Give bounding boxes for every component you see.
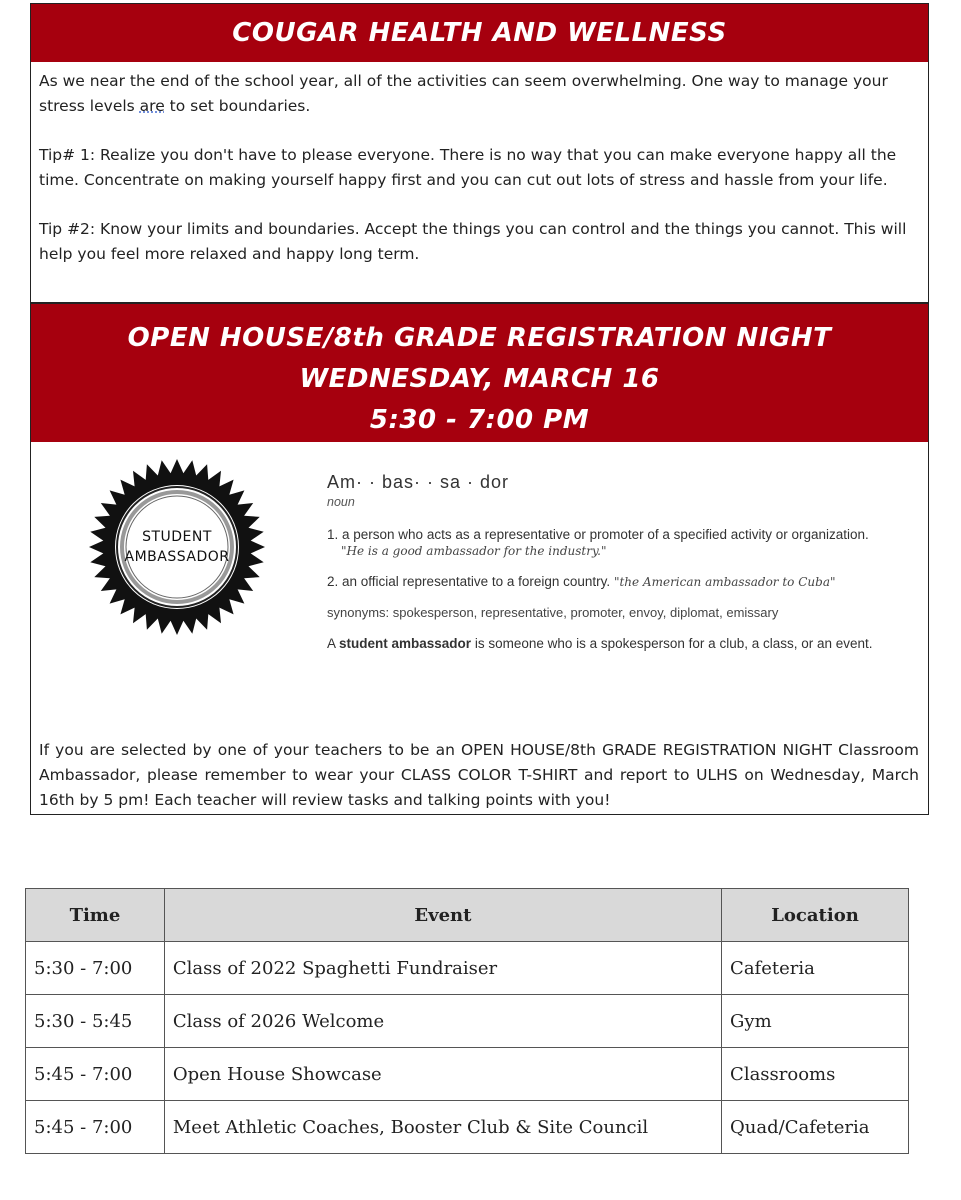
definition-student-ambassador: A student ambassador is someone who is a spokesperson for a club, a class, or an event. (327, 636, 873, 651)
open-house-title (31, 304, 928, 442)
wellness-title: COUGAR HEALTH AND WELLNESS (31, 4, 928, 62)
student-ambassador-badge (87, 457, 267, 637)
wellness-section (30, 3, 929, 303)
header-event: Event (164, 889, 721, 942)
wellness-body (31, 62, 928, 267)
badge-label (87, 457, 267, 637)
open-house-time: 5:30 - 7:00 PM (369, 405, 590, 435)
badge-line-1: STUDENT (142, 529, 212, 545)
table-row (26, 1101, 909, 1154)
open-house-date: WEDNESDAY, MARCH 16 (299, 364, 660, 394)
wellness-tip-2: Tip #2: Know your limits and boundaries. Accept the things you can control and the things you cannot. This will help you feel more relaxed and happy long term. (39, 220, 907, 263)
table-row (26, 942, 909, 995)
row-time: 5:30 - 7:00 (26, 942, 165, 995)
row-location: Gym (722, 995, 909, 1048)
row-event: Meet Athletic Coaches, Booster Club & Site Council (164, 1101, 721, 1154)
row-time: 5:30 - 5:45 (26, 995, 165, 1048)
row-location: Cafeteria (722, 942, 909, 995)
badge-line-2: AMBASSADOR (124, 549, 230, 565)
schedule-table (25, 888, 909, 1154)
row-location: Classrooms (722, 1048, 909, 1101)
row-time: 5:45 - 7:00 (26, 1048, 165, 1101)
definition-sense-2: 2. an official representative to a foreign country. "the American ambassador to Cuba" (327, 574, 836, 589)
definition-word: Am· · bas· · sa · dor (327, 472, 510, 492)
wellness-tip-1: Tip# 1: Realize you don't have to please everyone. There is no way that you can make everyone happy all the time. Concentrate on making yourself happy first and you can cut out lots of stress and hassle from your life. (39, 146, 897, 189)
table-row (26, 995, 909, 1048)
row-event: Open House Showcase (164, 1048, 721, 1101)
open-house-title-line-1: OPEN HOUSE/8th GRADE REGISTRATION NIGHT (127, 323, 832, 353)
wellness-intro: As we near the end of the school year, all of the activities can seem overwhelming. One way to manage your stress levels are to set boundaries. (39, 72, 888, 115)
header-time: Time (26, 889, 165, 942)
open-house-section (30, 303, 929, 815)
schedule-header-row (26, 889, 909, 942)
ambassador-instructions: If you are selected by one of your teachers to be an OPEN HOUSE/8th GRADE REGISTRATION NIGHT Classroom Ambassador, please remember to wear your CLASS COLOR T-SHIRT and report to ULHS on Wednesday, March 16th by 5 pm! Each teacher will review tasks and talking points with you! (39, 740, 919, 809)
definition-part-of-speech: noun (327, 495, 355, 509)
definition-sense-1-example: "He is a good ambassador for the industry." (341, 544, 607, 558)
row-time: 5:45 - 7:00 (26, 1101, 165, 1154)
table-row (26, 1048, 909, 1101)
row-location: Quad/Cafeteria (722, 1101, 909, 1154)
row-event: Class of 2026 Welcome (164, 995, 721, 1048)
ambassador-definition (327, 472, 907, 651)
row-event: Class of 2022 Spaghetti Fundraiser (164, 942, 721, 995)
definition-sense-1: 1. a person who acts as a representative or promoter of a specified activity or organization. (327, 527, 869, 542)
header-location: Location (722, 889, 909, 942)
definition-synonyms: synonyms: spokesperson, representative, promoter, envoy, diplomat, emissary (327, 605, 779, 620)
